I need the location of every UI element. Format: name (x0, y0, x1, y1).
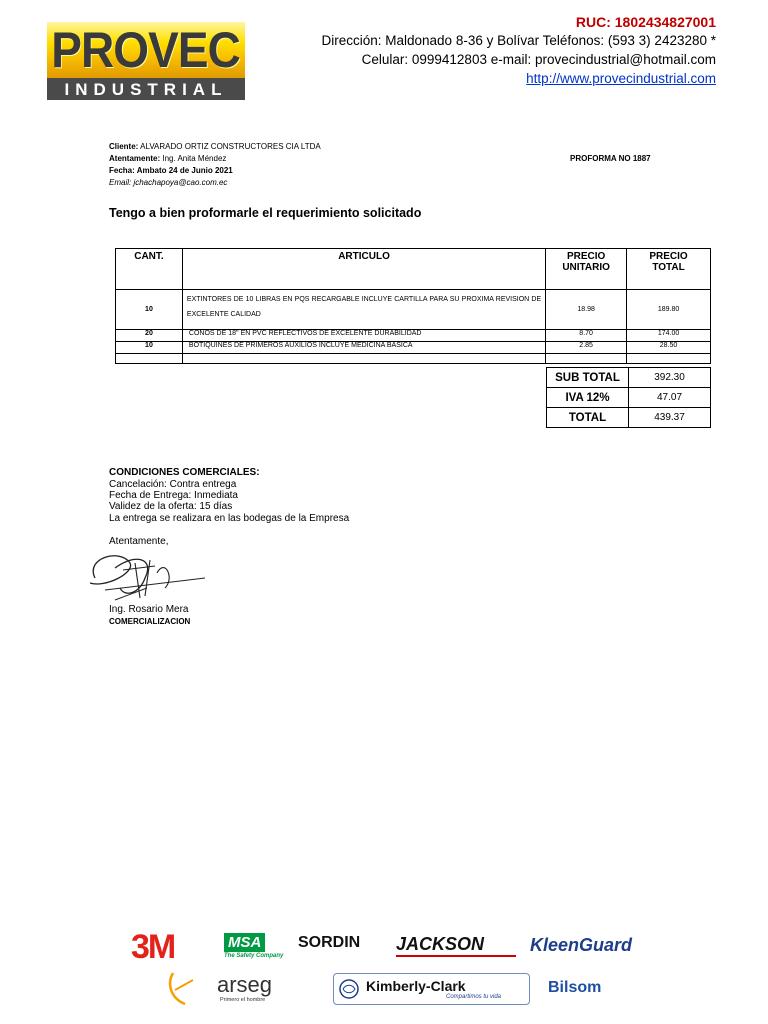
table-row (116, 342, 711, 354)
row-articulo: CONOS DE 18'' EN PVC REFLECTIVOS DE EXCELENTE DURABILIDAD (182, 330, 545, 342)
company-address: Dirección: Maldonado 8-36 y Bolívar Teléfonos: (593 3) 2423280 * (321, 33, 716, 48)
row-cant: 20 (116, 330, 183, 342)
brand-bilsom-logo: Bilsom (548, 979, 602, 996)
company-contact: Celular: 0999412803 e-mail: provecindustrial@hotmail.com (361, 52, 716, 67)
brand-3m-logo: 3M (131, 928, 175, 966)
row-unitario: 8.70 (546, 330, 627, 342)
header-cant: CANT. (116, 249, 183, 290)
signer-role: COMERCIALIZACION (109, 617, 191, 626)
total-label: TOTAL (547, 408, 629, 428)
condition-line: Validez de la oferta: 15 días (109, 501, 233, 512)
iva-row (547, 388, 711, 408)
brand-arseg-logo: arseg Primero el hombre (165, 968, 305, 1008)
row-total: 189.80 (627, 290, 711, 330)
proforma-number: PROFORMA NO 1887 (570, 154, 651, 163)
table-row (116, 330, 711, 342)
row-total: 28.50 (627, 342, 711, 354)
company-website-link[interactable]: http://www.provecindustrial.com (526, 71, 716, 86)
client-date: Fecha: Ambato 24 de Junio 2021 (109, 166, 233, 175)
brand-sordin-logo: SORDIN (298, 934, 361, 951)
iva-label: IVA 12% (547, 388, 629, 408)
ruc-number: RUC: 1802434827001 (575, 14, 716, 30)
row-cant: 10 (116, 290, 183, 330)
logo-text: PROVEC (51, 22, 241, 78)
subtotal-label: SUB TOTAL (547, 368, 629, 388)
brand-kleenguard-logo: KleenGuard (530, 935, 633, 955)
row-articulo: EXTINTORES DE 10 LIBRAS EN PQS RECARGABLE INCLUYE CARTILLA PARA SU PROXIMA REVISION DE EXCELENTE CALIDAD (182, 290, 545, 330)
totals-table (546, 367, 711, 428)
iva-value: 47.07 (629, 388, 711, 408)
closing-greeting: Atentamente, (109, 536, 169, 547)
row-cant: 10 (116, 342, 183, 354)
condition-line: Fecha de Entrega: Inmediata (109, 490, 238, 501)
subtotal-value: 392.30 (629, 368, 711, 388)
total-row (547, 408, 711, 428)
condition-line: Cancelación: Contra entrega (109, 479, 237, 490)
client-attention: Atentamente: Ing. Anita Méndez (109, 154, 227, 163)
row-articulo: BOTIQUINES DE PRIMEROS AUXILIOS INCLUYE MEDICINA BASICA (182, 342, 545, 354)
table-row-empty (116, 354, 711, 364)
items-table (115, 248, 711, 364)
intro-text: Tengo a bien proformarle el requerimiento solicitado (109, 206, 422, 220)
arseg-swoosh-icon (165, 968, 205, 1008)
client-name: Cliente: ALVARADO ORTIZ CONSTRUCTORES CIA LTDA (109, 142, 321, 151)
header-precio-unitario: PRECIO UNITARIO (546, 249, 627, 290)
subtotal-row (547, 368, 711, 388)
kimberly-clark-emblem-icon (338, 978, 360, 1000)
header-precio-total: PRECIO TOTAL (627, 249, 711, 290)
table-row (116, 290, 711, 330)
row-unitario: 18.98 (546, 290, 627, 330)
total-value: 439.37 (629, 408, 711, 428)
signer-name: Ing. Rosario Mera (109, 604, 189, 615)
company-logo (47, 22, 245, 100)
condition-line: La entrega se realizara en las bodegas de la Empresa (109, 513, 350, 524)
row-total: 174.00 (627, 330, 711, 342)
logo-subtext: INDUSTRIAL (64, 79, 228, 99)
conditions-title: CONDICIONES COMERCIALES: (109, 467, 260, 478)
client-email: Email: jchachapoya@cao.com.ec (109, 178, 228, 187)
brand-msa-logo: MSA The Safety Company (224, 934, 284, 959)
row-unitario: 2.85 (546, 342, 627, 354)
brand-kimberly-clark-logo: Kimberly-Clark Compartimos tu vida (333, 973, 530, 1005)
header-articulo: ARTICULO (182, 249, 545, 290)
table-header-row (116, 249, 711, 290)
brand-jackson-logo: JACKSON (396, 935, 516, 957)
